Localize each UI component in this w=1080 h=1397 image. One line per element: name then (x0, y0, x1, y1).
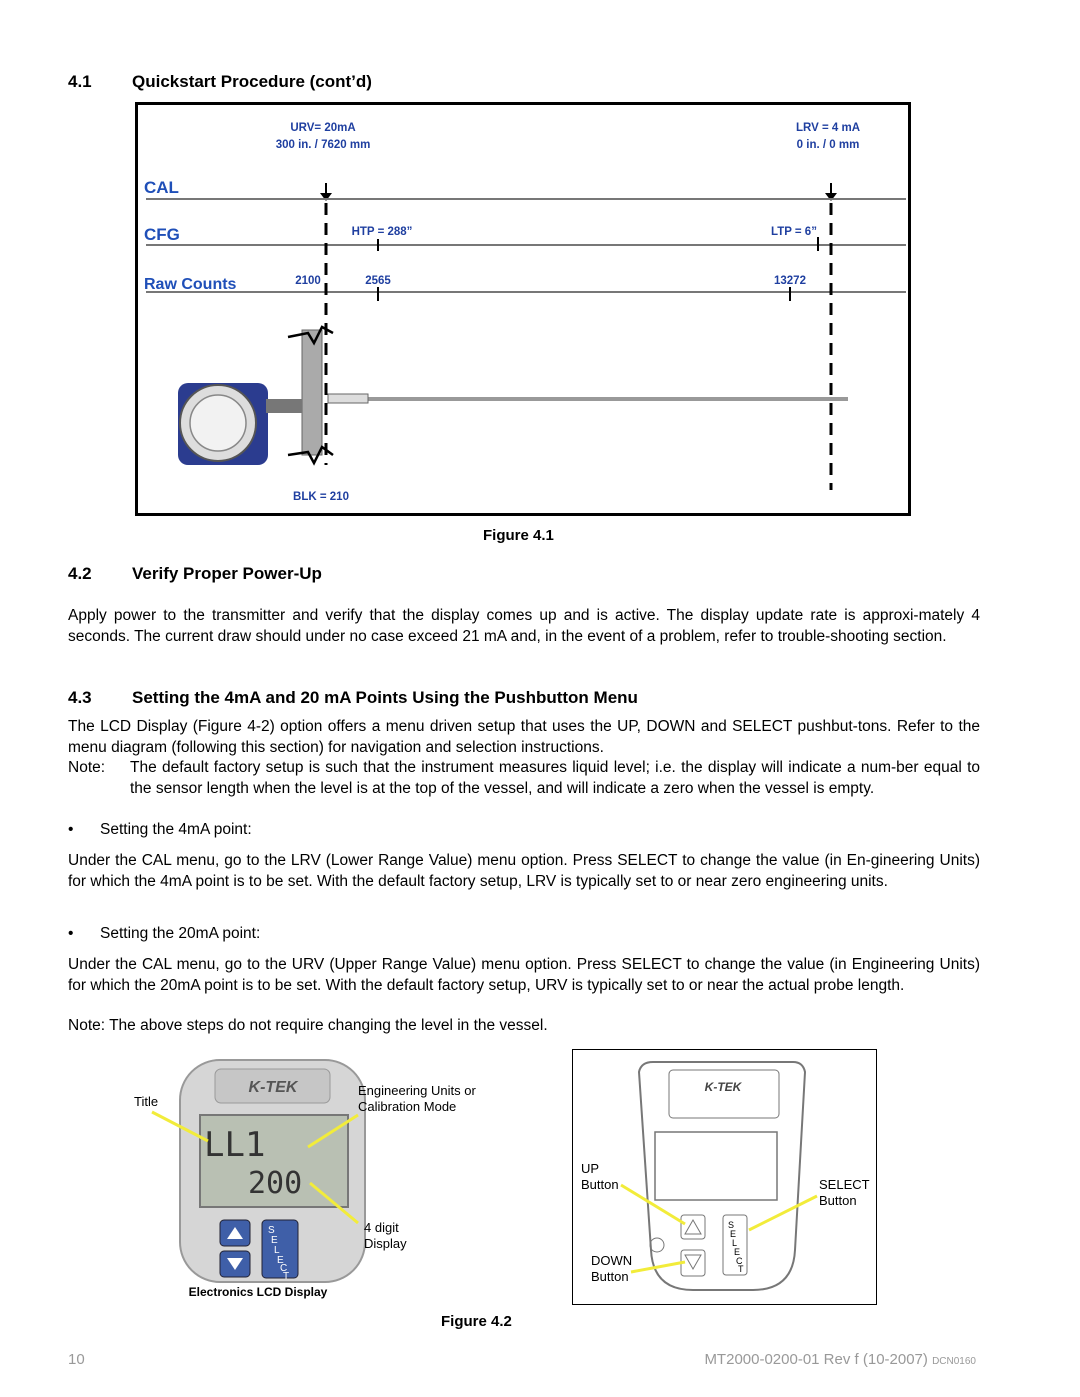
note-text: The default factory setup is such that the instrument measures liquid level; i.e. the display will indicate a num-ber equal to the sensor length when the level is at the top of the vessel, and will indicate a zero when the vessel is empty. (130, 759, 980, 797)
cfg-label: CFG (144, 225, 180, 244)
up-button-callout: Button (581, 1177, 619, 1192)
note-label: Note: (68, 759, 106, 776)
svg-text:S: S (268, 1225, 275, 1236)
blk-label: BLK = 210 (293, 491, 349, 503)
transmitter-icon (178, 383, 302, 465)
figure-4-2-caption: Figure 4.2 (441, 1313, 512, 1330)
lcd-up-button[interactable] (220, 1220, 250, 1246)
figure-4-1 (135, 102, 911, 516)
section-4-2-paragraph: Apply power to the transmitter and verify that the display comes up and is active. The display update rate is approxi-mately 4 seconds. The current draw should under no case exceed 21 mA and, in the event of a problem, refer to trouble-shooting section. (68, 607, 980, 645)
section-heading-4-2 (68, 564, 322, 584)
section-4-3-paragraph-3: Under the CAL menu, go to the URV (Upper Range Value) menu option. Press SELECT to change the value (in Engineering Units) for which the 20mA point is to be set. With the default factory setup, URV is typically set to or near the actual probe length. (68, 956, 980, 994)
display-callout: Display (364, 1236, 407, 1251)
lrv-label: LRV = 4 mA (795, 122, 861, 134)
four-digit-callout: 4 digit (364, 1220, 399, 1235)
urv-label: URV= 20mA (290, 122, 356, 134)
figure-4-1-drawing (138, 105, 908, 513)
title-callout: Title (134, 1094, 159, 1109)
htp-label: HTP = 288” (351, 226, 413, 238)
svg-text:L: L (274, 1245, 280, 1256)
lcd-display-drawing (130, 1055, 510, 1305)
eng-units-callout: Engineering Units or (358, 1083, 476, 1098)
section-heading-4-3 (68, 688, 638, 708)
section-title: Verify Proper Power-Up (132, 564, 322, 583)
svg-text:E: E (730, 1229, 737, 1239)
vessel-wall (302, 330, 322, 455)
section-heading-4-1 (68, 72, 372, 92)
section-title: Setting the 4mA and 20 mA Points Using the Pushbutton Menu (132, 688, 638, 707)
count-13272: 13272 (774, 275, 806, 287)
page-number: 10 (68, 1351, 85, 1368)
svg-text:C: C (280, 1263, 288, 1274)
section-number: 4.3 (68, 688, 92, 707)
select-button-callout: Button (819, 1193, 857, 1208)
svg-text:E: E (271, 1235, 278, 1246)
down-button-callout: Button (591, 1269, 629, 1284)
ltp-label: LTP = 6” (771, 226, 817, 238)
svg-text:E: E (277, 1255, 284, 1266)
electronics-lcd-caption: Electronics LCD Display (188, 1285, 328, 1299)
doc-id: MT2000-0200-01 Rev f (10-2007) (704, 1351, 928, 1368)
probe-rod (328, 397, 848, 401)
bullet-text: Setting the 4mA point: (100, 821, 252, 838)
svg-text:S: S (728, 1220, 735, 1230)
ktek-logo: K-TEK (248, 1079, 298, 1096)
count-2565: 2565 (365, 275, 391, 287)
section-number: 4.2 (68, 564, 92, 583)
lcd-value-text: 200 (248, 1166, 303, 1201)
lcd-title-text: LL1 (204, 1125, 266, 1165)
doc-number (704, 1351, 976, 1368)
cal-label: CAL (144, 178, 179, 197)
count-2100: 2100 (295, 275, 321, 287)
section-title: Quickstart Procedure (cont’d) (132, 72, 372, 91)
bullet-4ma: • Setting the 4mA point: (68, 821, 252, 838)
up-button[interactable] (681, 1215, 705, 1239)
svg-text:L: L (732, 1238, 738, 1248)
housing-figure (572, 1049, 877, 1305)
section-4-3-paragraph-2: Under the CAL menu, go to the LRV (Lower Range Value) menu option. Press SELECT to change the value (in En-gineering Units) for which the 4mA point is to be set. With the default factory setup, LRV is typically set to or near zero engineering units. (68, 852, 980, 890)
up-callout: UP (581, 1161, 600, 1176)
note-1 (68, 758, 980, 799)
bullet-20ma: • Setting the 20mA point: (68, 925, 261, 942)
urv-length-label: 300 in. / 7620 mm (275, 139, 371, 151)
electronics-lcd-figure (130, 1055, 510, 1305)
figure-4-1-caption: Figure 4.1 (483, 527, 554, 544)
dcn-code: DCN0160 (932, 1356, 976, 1367)
lrv-length-label: 0 in. / 0 mm (796, 139, 860, 151)
cal-mode-callout: Calibration Mode (358, 1099, 457, 1114)
svg-text:T: T (283, 1271, 290, 1282)
down-callout: DOWN (591, 1253, 633, 1268)
raw-counts-label: Raw Counts (144, 276, 237, 293)
housing-screen (655, 1132, 777, 1200)
note-2: Note: The above steps do not require changing the level in the vessel. (68, 1017, 548, 1034)
bullet-text: Setting the 20mA point: (100, 925, 261, 942)
lcd-down-button[interactable] (220, 1251, 250, 1277)
svg-text:C: C (736, 1256, 743, 1266)
svg-text:E: E (734, 1247, 741, 1257)
select-callout: SELECT (819, 1177, 870, 1192)
section-number: 4.1 (68, 72, 92, 91)
svg-text:T: T (738, 1264, 744, 1274)
housing-logo: K-TEK (704, 1080, 742, 1094)
housing-drawing (573, 1050, 876, 1304)
section-4-3-paragraph-1: The LCD Display (Figure 4-2) option offers a menu driven setup that uses the UP, DOWN and SELECT pushbut-tons. Refer to the menu diagram (following this section) for navigation and selection instructions. (68, 718, 980, 756)
